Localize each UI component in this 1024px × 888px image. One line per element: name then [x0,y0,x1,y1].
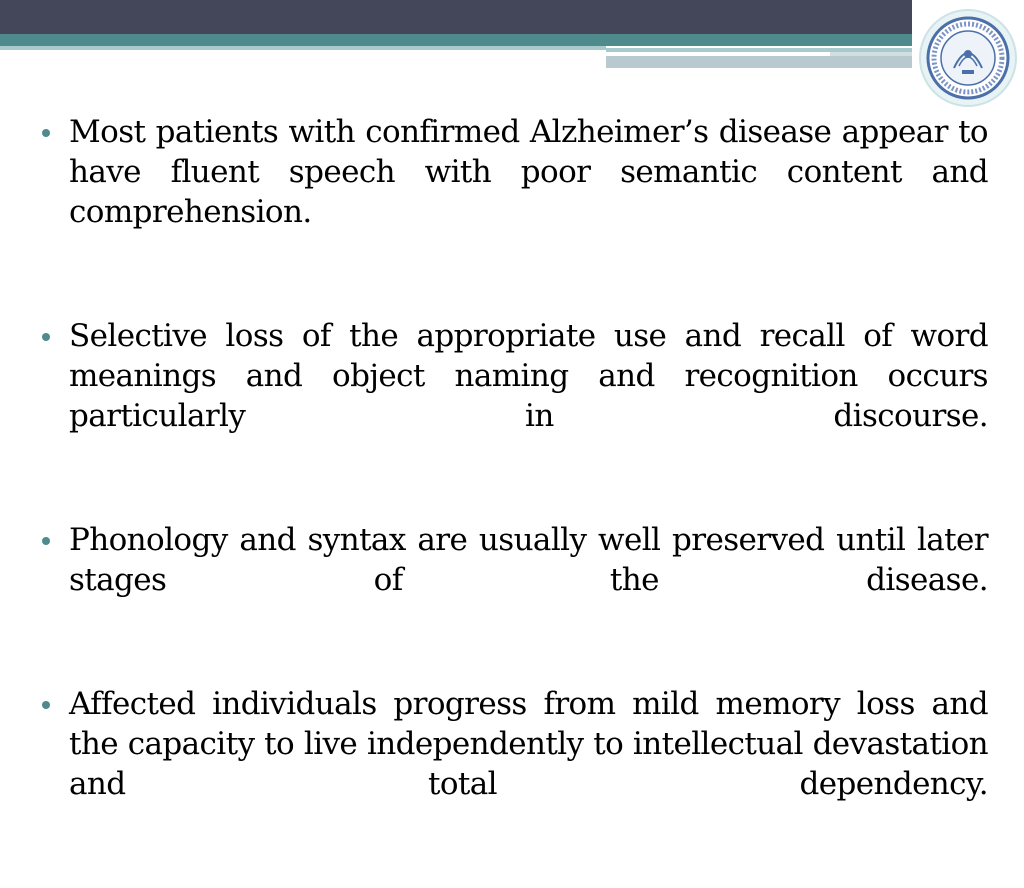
header-bar [0,0,912,34]
bullet-dot-icon [42,333,50,341]
list-item [40,112,988,272]
header-pale-stripe [606,56,912,68]
bullet-text: Most patients with confirmed Alzheimer’s disease appear to have fluent speech with poor semantic content and comprehension. [69,114,988,230]
bullet-dot-icon [42,537,50,545]
bullet-dot-icon [42,701,50,709]
bullet-dot-icon [42,129,50,137]
bullet-text: Affected individuals progress from mild memory loss and the capacity to live independently to intellectual devastation and total dependency. [69,686,988,802]
bullet-text: Phonology and syntax are usually well preserved until later stages of the disease. [69,522,988,598]
header-accent-stripe [0,34,912,46]
header-light-stripe-left [0,46,606,50]
bullet-text: Selective loss of the appropriate use and recall of word meanings and object naming and recognition occurs particularly in discourse. [69,318,988,434]
list-item [40,684,988,844]
list-item [40,520,988,640]
list-item [40,316,988,476]
header-thin-stripe [830,52,912,56]
bullet-list [40,112,988,888]
institute-seal-logo [918,8,1018,108]
